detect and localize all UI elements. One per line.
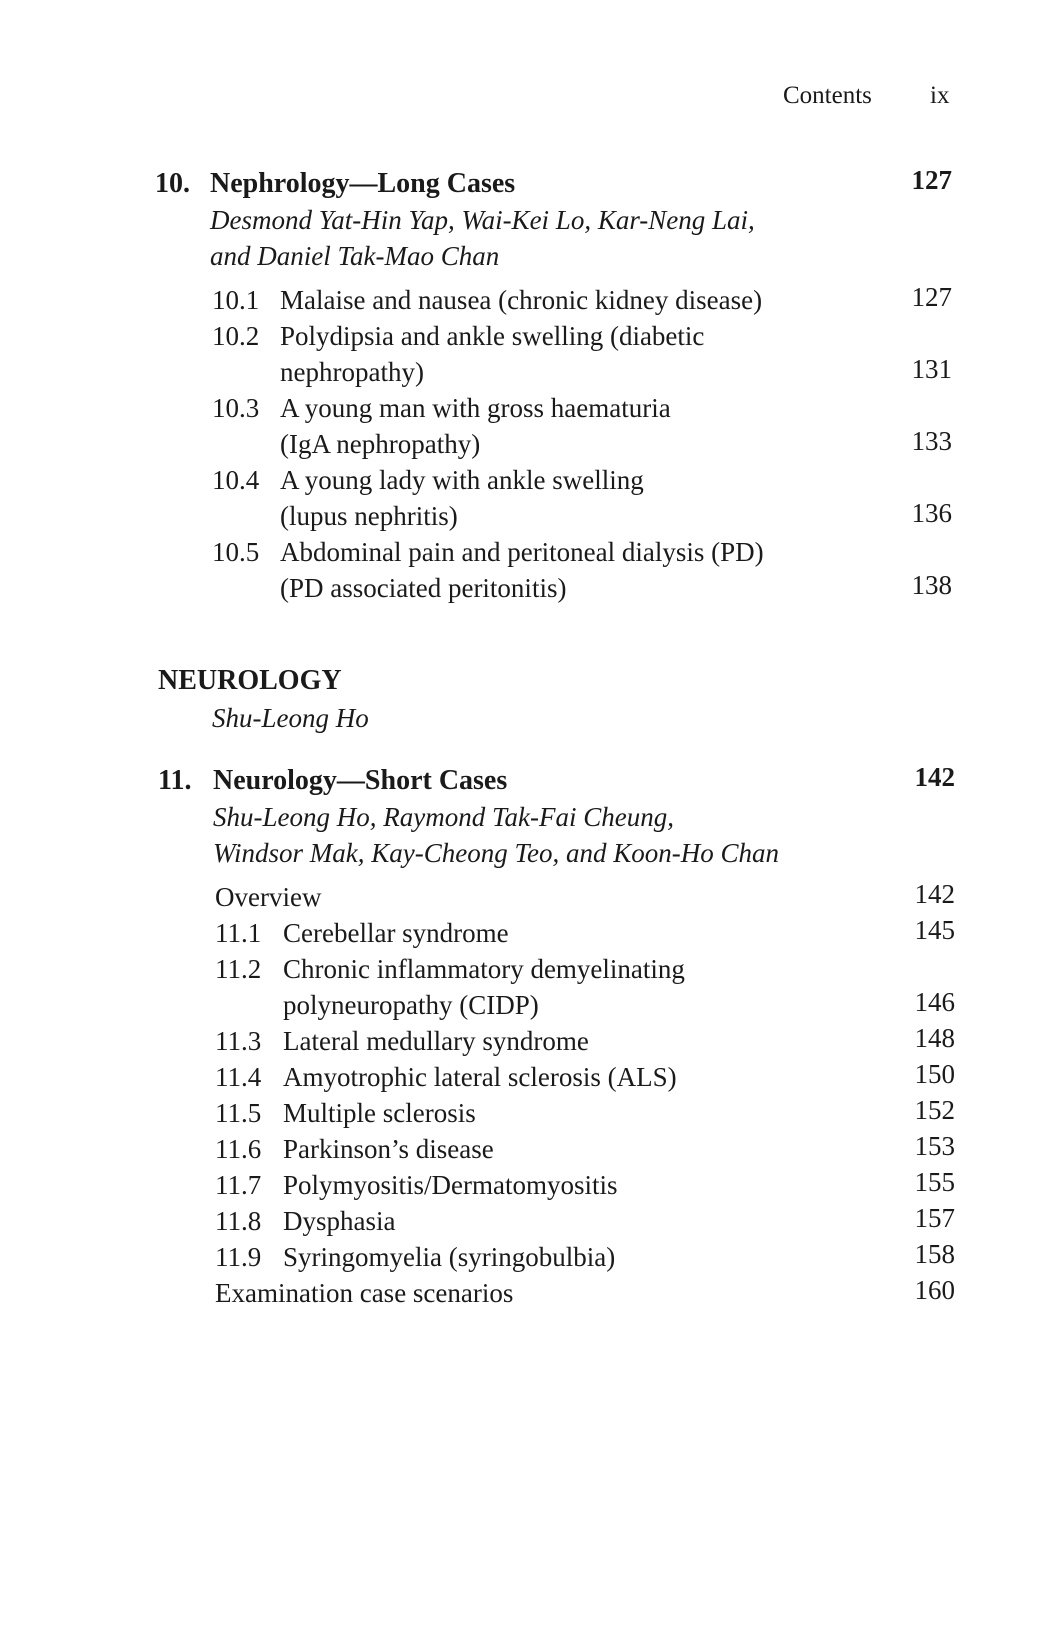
overview-label: Overview [215, 882, 322, 912]
running-title: Contents [783, 82, 872, 109]
chapter-page: 127 [911, 165, 952, 195]
entry-title: Amyotrophic lateral sclerosis (ALS) [283, 1062, 677, 1092]
entry-number: 10.4 [212, 465, 260, 495]
entry-title-continued: (lupus nephritis) [280, 501, 458, 531]
entry-page: 160 [914, 1275, 955, 1305]
entry-title: Chronic inflammatory demyelinating [283, 954, 685, 984]
entry-page: 155 [914, 1167, 955, 1197]
entry-page: 133 [911, 426, 952, 456]
entry-number: 11.7 [215, 1170, 262, 1200]
entry-number: 11.6 [215, 1134, 262, 1164]
entry-title-continued: (IgA nephropathy) [280, 429, 481, 459]
entry-number: 10.3 [212, 393, 260, 423]
entry-title: Syringomyelia (syringobulbia) [283, 1242, 616, 1272]
entry-page: 146 [914, 987, 955, 1017]
entry-page: 148 [914, 1023, 955, 1053]
entry-title: Abdominal pain and peritoneal dialysis (PD) [280, 537, 764, 567]
entry-title-continued: nephropathy) [280, 357, 424, 387]
entry-number: 11.3 [215, 1026, 262, 1056]
chapter-authors-line1: Desmond Yat-Hin Yap, Wai-Kei Lo, Kar-Neng Lai, [210, 205, 755, 235]
entry-number: 11.4 [215, 1062, 262, 1092]
entry-page: 157 [914, 1203, 955, 1233]
entry-title: A young man with gross haematuria [280, 393, 671, 423]
chapter-title: Neurology—Short Cases [213, 765, 508, 796]
entry-number: 11.9 [215, 1242, 262, 1272]
entry-title-continued: (PD associated peritonitis) [280, 573, 567, 603]
entry-title: A young lady with ankle swelling [280, 465, 644, 495]
entry-number: 10.1 [212, 285, 260, 315]
chapter-number: 10. [155, 168, 190, 199]
section-editor: Shu-Leong Ho [212, 703, 369, 733]
entry-page: 145 [914, 915, 955, 945]
entry-number: 10.2 [212, 321, 260, 351]
page-number: ix [930, 82, 950, 109]
entry-title-continued: polyneuropathy (CIDP) [283, 990, 539, 1020]
chapter-authors-line1: Shu-Leong Ho, Raymond Tak-Fai Cheung, [213, 802, 674, 832]
entry-number: 11.2 [215, 954, 262, 984]
entry-page: 136 [911, 498, 952, 528]
chapter-title: Nephrology—Long Cases [210, 168, 516, 199]
entry-number: 10.5 [212, 537, 260, 567]
entry-title: Polydipsia and ankle swelling (diabetic [280, 321, 705, 351]
chapter-page: 142 [914, 762, 955, 792]
entry-page: 150 [914, 1059, 955, 1089]
entry-number: 11.8 [215, 1206, 262, 1236]
entry-number: 11.5 [215, 1098, 262, 1128]
entry-page: 131 [911, 354, 952, 384]
chapter-number: 11. [158, 765, 192, 796]
entry-page: 142 [914, 879, 955, 909]
chapter-authors-line2: Windsor Mak, Kay-Cheong Teo, and Koon-Ho Chan [213, 838, 779, 868]
entry-number: 11.1 [215, 918, 262, 948]
entry-page: 138 [911, 570, 952, 600]
entry-title: Lateral medullary syndrome [283, 1026, 589, 1056]
entry-page: 153 [914, 1131, 955, 1161]
entry-title: Cerebellar syndrome [283, 918, 509, 948]
section-title: NEUROLOGY [158, 665, 342, 696]
entry-page: 158 [914, 1239, 955, 1269]
entry-title: Multiple sclerosis [283, 1098, 476, 1128]
entry-page: 152 [914, 1095, 955, 1125]
closing-entry-label: Examination case scenarios [215, 1278, 514, 1308]
entry-page: 127 [911, 282, 952, 312]
entry-title: Malaise and nausea (chronic kidney disease) [280, 285, 763, 315]
entry-title: Dysphasia [283, 1206, 396, 1236]
entry-title: Polymyositis/Dermatomyositis [283, 1170, 618, 1200]
chapter-authors-line2: and Daniel Tak-Mao Chan [210, 241, 500, 271]
entry-title: Parkinson’s disease [283, 1134, 494, 1164]
